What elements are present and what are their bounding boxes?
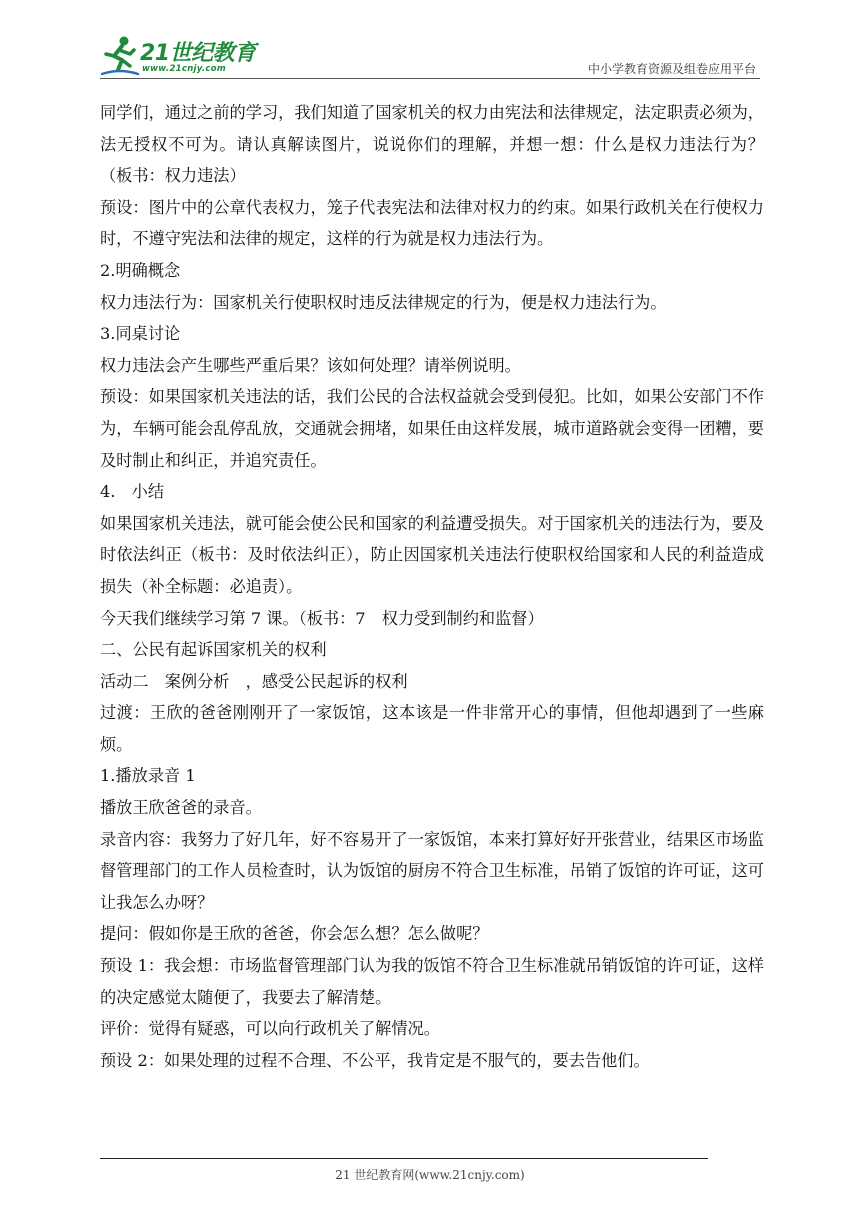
section-heading: 二、公民有起诉国家机关的权利 xyxy=(100,640,327,660)
logo-url: www.21cnjy.com xyxy=(142,64,226,74)
paragraph: 权力违法会产生哪些严重后果？该如何处理？请举例说明。 xyxy=(100,355,521,375)
header-tagline: 中小学教育资源及组卷应用平台 xyxy=(587,62,756,76)
header-divider xyxy=(100,78,760,79)
paragraph: 预设：如果国家机关违法的话，我们公民的合法权益就会受到侵犯。比如，如果公安部门不作为，车辆可能会乱停乱放，交通就会拥堵，如果任由这样发展，城市道路就会变得一团糟，要及时制止和纠正，并追究责任。 xyxy=(100,387,764,470)
paragraph: 评价：觉得有疑惑，可以向行政机关了解情况。 xyxy=(100,1019,440,1039)
paragraph: 过渡：王欣的爸爸刚刚开了一家饭馆，这本该是一件非常开心的事情，但他却遇到了一些麻烦。 xyxy=(100,703,764,754)
section-heading: 1.播放录音 1 xyxy=(100,766,196,786)
paragraph: 播放王欣爸爸的录音。 xyxy=(100,798,262,818)
section-heading: 4. 小结 xyxy=(100,482,165,502)
paragraph: 预设：图片中的公章代表权力，笼子代表宪法和法律对权力的约束。如果行政机关在行使权力时，不遵守宪法和法律的规定，这样的行为就是权力违法行为。 xyxy=(100,197,764,249)
paragraph: 如果国家机关违法，就可能会使公民和国家的利益遭受损失。对于国家机关的违法行为，要及时依法纠正（板书：及时依法纠正），防止因国家机关违法行使职权给国家和人民的利益造成损失（补全标题：必追责）。 xyxy=(100,513,764,596)
page-header xyxy=(100,30,760,80)
section-heading: 2.明确概念 xyxy=(100,260,181,280)
paragraph: 提问：假如你是王欣的爸爸，你会怎么想？怎么做呢？ xyxy=(100,924,489,944)
section-heading: 3.同桌讨论 xyxy=(100,324,181,344)
paragraph: 今天我们继续学习第 7 课。（板书：7 权力受到制约和监督） xyxy=(100,608,544,628)
paragraph: 权力违法行为：国家机关行使职权时违反法律规定的行为，便是权力违法行为。 xyxy=(100,292,667,312)
paragraph: 预设 1：我会想：市场监督管理部门认为我的饭馆不符合卫生标准就吊销饭馆的许可证，这样的决定感觉太随便了，我要去了解清楚。 xyxy=(100,956,764,1007)
activity-heading: 活动二 案例分析 ，感受公民起诉的权利 xyxy=(100,671,408,691)
page-footer: 21 世纪教育网(www.21cnjy.com) xyxy=(335,1168,525,1182)
paragraph: 录音内容：我努力了好几年，好不容易开了一家饭馆，本来打算好好开张营业，结果区市场监督管理部门的工作人员检查时，认为饭馆的厨房不符合卫生标准，吊销了饭馆的许可证，这可让我怎么办呀？ xyxy=(100,829,764,912)
logo xyxy=(100,34,270,78)
logo-text: 21世纪教育 xyxy=(140,41,256,66)
document-body xyxy=(100,97,781,1076)
running-figure-icon xyxy=(100,34,140,78)
footer-divider xyxy=(100,1158,708,1159)
paragraph: 预设 2：如果处理的过程不合理、不公平，我肯定是不服气的，要去告他们。 xyxy=(100,1050,650,1070)
paragraph: 同学们，通过之前的学习，我们知道了国家机关的权力由宪法和法律规定，法定职责必须为，法无授权不可为。请认真解读图片，说说你们的理解，并想一想：什么是权力违法行为？ （板书：权力违法） xyxy=(100,103,781,186)
